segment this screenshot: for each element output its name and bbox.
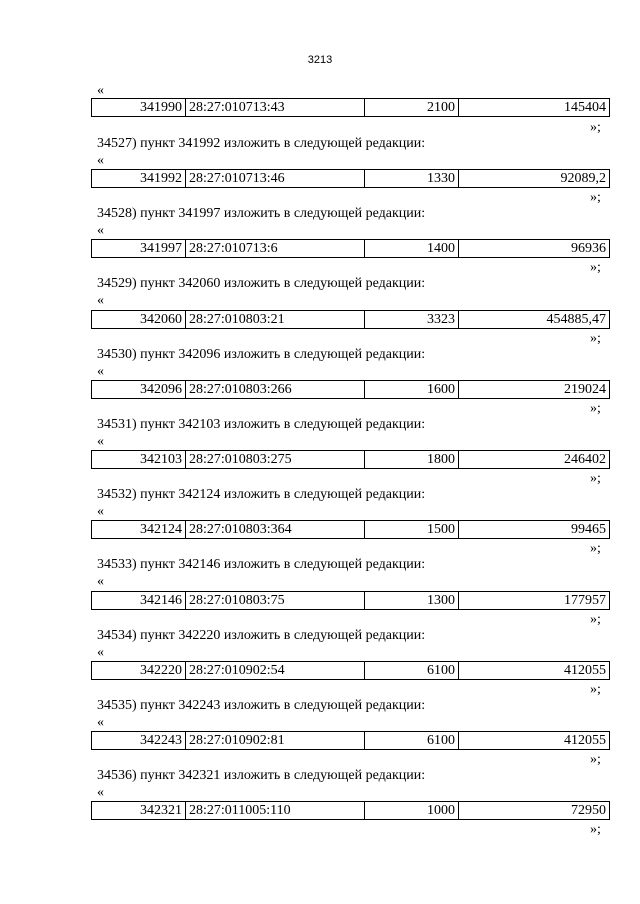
closing-quote: »; — [590, 260, 601, 275]
entry-table — [91, 801, 610, 820]
table-row — [92, 802, 610, 820]
value-cell: 412055 — [459, 732, 610, 750]
item-number-cell: 342096 — [92, 381, 186, 399]
value-cell: 246402 — [459, 451, 610, 469]
closing-quote: »; — [590, 190, 601, 205]
item-number-cell: 342060 — [92, 311, 186, 329]
closing-quote: »; — [590, 752, 601, 767]
entry-table — [91, 731, 610, 750]
cadastral-number-cell: 28:27:010902:54 — [186, 662, 365, 680]
entry-table — [91, 450, 610, 469]
area-cell: 2100 — [365, 99, 459, 117]
closing-quote: »; — [590, 682, 601, 697]
amendment-heading: 34534) пункт 342220 изложить в следующей редакции: — [97, 628, 426, 643]
area-cell: 6100 — [365, 732, 459, 750]
opening-quote: « — [97, 574, 104, 589]
page-number: 3213 — [307, 54, 333, 66]
closing-quote: »; — [590, 471, 601, 486]
table-row — [92, 521, 610, 539]
amendment-heading: 34531) пункт 342103 изложить в следующей редакции: — [97, 417, 426, 432]
amendment-heading: 34535) пункт 342243 изложить в следующей редакции: — [97, 698, 426, 713]
item-number-cell: 342243 — [92, 732, 186, 750]
opening-quote: « — [97, 223, 104, 238]
value-cell: 72950 — [459, 802, 610, 820]
opening-quote: « — [97, 364, 104, 379]
value-cell: 454885,47 — [459, 311, 610, 329]
closing-quote: »; — [590, 612, 601, 627]
table-row — [92, 240, 610, 258]
item-number-cell: 342220 — [92, 662, 186, 680]
table-row — [92, 732, 610, 750]
cadastral-number-cell: 28:27:010803:266 — [186, 381, 365, 399]
amendment-heading: 34536) пункт 342321 изложить в следующей редакции: — [97, 768, 426, 783]
area-cell: 1800 — [365, 451, 459, 469]
entry-table — [91, 98, 610, 117]
cadastral-number-cell: 28:27:010713:46 — [186, 170, 365, 188]
closing-quote: »; — [590, 331, 601, 346]
opening-quote: « — [97, 153, 104, 168]
value-cell: 145404 — [459, 99, 610, 117]
table-row — [92, 592, 610, 610]
value-cell: 96936 — [459, 240, 610, 258]
cadastral-number-cell: 28:27:010803:75 — [186, 592, 365, 610]
cadastral-number-cell: 28:27:010803:275 — [186, 451, 365, 469]
opening-quote: « — [97, 434, 104, 449]
table-row — [92, 99, 610, 117]
entry-table — [91, 310, 610, 329]
item-number-cell: 342321 — [92, 802, 186, 820]
area-cell: 6100 — [365, 662, 459, 680]
entry-table — [91, 661, 610, 680]
value-cell: 99465 — [459, 521, 610, 539]
opening-quote: « — [97, 785, 104, 800]
table-row — [92, 381, 610, 399]
table-row — [92, 170, 610, 188]
cadastral-number-cell: 28:27:011005:110 — [186, 802, 365, 820]
entry-table — [91, 380, 610, 399]
cadastral-number-cell: 28:27:010902:81 — [186, 732, 365, 750]
cadastral-number-cell: 28:27:010803:21 — [186, 311, 365, 329]
item-number-cell: 341992 — [92, 170, 186, 188]
area-cell: 1300 — [365, 592, 459, 610]
value-cell: 92089,2 — [459, 170, 610, 188]
amendment-heading: 34532) пункт 342124 изложить в следующей редакции: — [97, 487, 426, 502]
amendment-heading: 34529) пункт 342060 изложить в следующей редакции: — [97, 276, 426, 291]
cadastral-number-cell: 28:27:010713:43 — [186, 99, 365, 117]
area-cell: 1000 — [365, 802, 459, 820]
opening-quote: « — [97, 645, 104, 660]
opening-quote: « — [97, 293, 104, 308]
entry-table — [91, 591, 610, 610]
opening-quote: « — [97, 83, 104, 98]
entry-table — [91, 239, 610, 258]
item-number-cell: 342124 — [92, 521, 186, 539]
item-number-cell: 342103 — [92, 451, 186, 469]
entry-table — [91, 169, 610, 188]
value-cell: 412055 — [459, 662, 610, 680]
area-cell: 1500 — [365, 521, 459, 539]
amendment-heading: 34528) пункт 341997 изложить в следующей редакции: — [97, 206, 426, 221]
amendment-heading: 34527) пункт 341992 изложить в следующей редакции: — [97, 136, 426, 151]
closing-quote: »; — [590, 822, 601, 837]
opening-quote: « — [97, 715, 104, 730]
value-cell: 177957 — [459, 592, 610, 610]
item-number-cell: 342146 — [92, 592, 186, 610]
table-row — [92, 311, 610, 329]
entry-table — [91, 520, 610, 539]
area-cell: 1330 — [365, 170, 459, 188]
closing-quote: »; — [590, 401, 601, 416]
item-number-cell: 341990 — [92, 99, 186, 117]
area-cell: 1600 — [365, 381, 459, 399]
table-row — [92, 662, 610, 680]
closing-quote: »; — [590, 541, 601, 556]
cadastral-number-cell: 28:27:010713:6 — [186, 240, 365, 258]
opening-quote: « — [97, 504, 104, 519]
amendment-heading: 34533) пункт 342146 изложить в следующей редакции: — [97, 557, 426, 572]
area-cell: 3323 — [365, 311, 459, 329]
closing-quote: »; — [590, 120, 601, 135]
amendment-heading: 34530) пункт 342096 изложить в следующей редакции: — [97, 347, 426, 362]
cadastral-number-cell: 28:27:010803:364 — [186, 521, 365, 539]
area-cell: 1400 — [365, 240, 459, 258]
table-row — [92, 451, 610, 469]
item-number-cell: 341997 — [92, 240, 186, 258]
value-cell: 219024 — [459, 381, 610, 399]
